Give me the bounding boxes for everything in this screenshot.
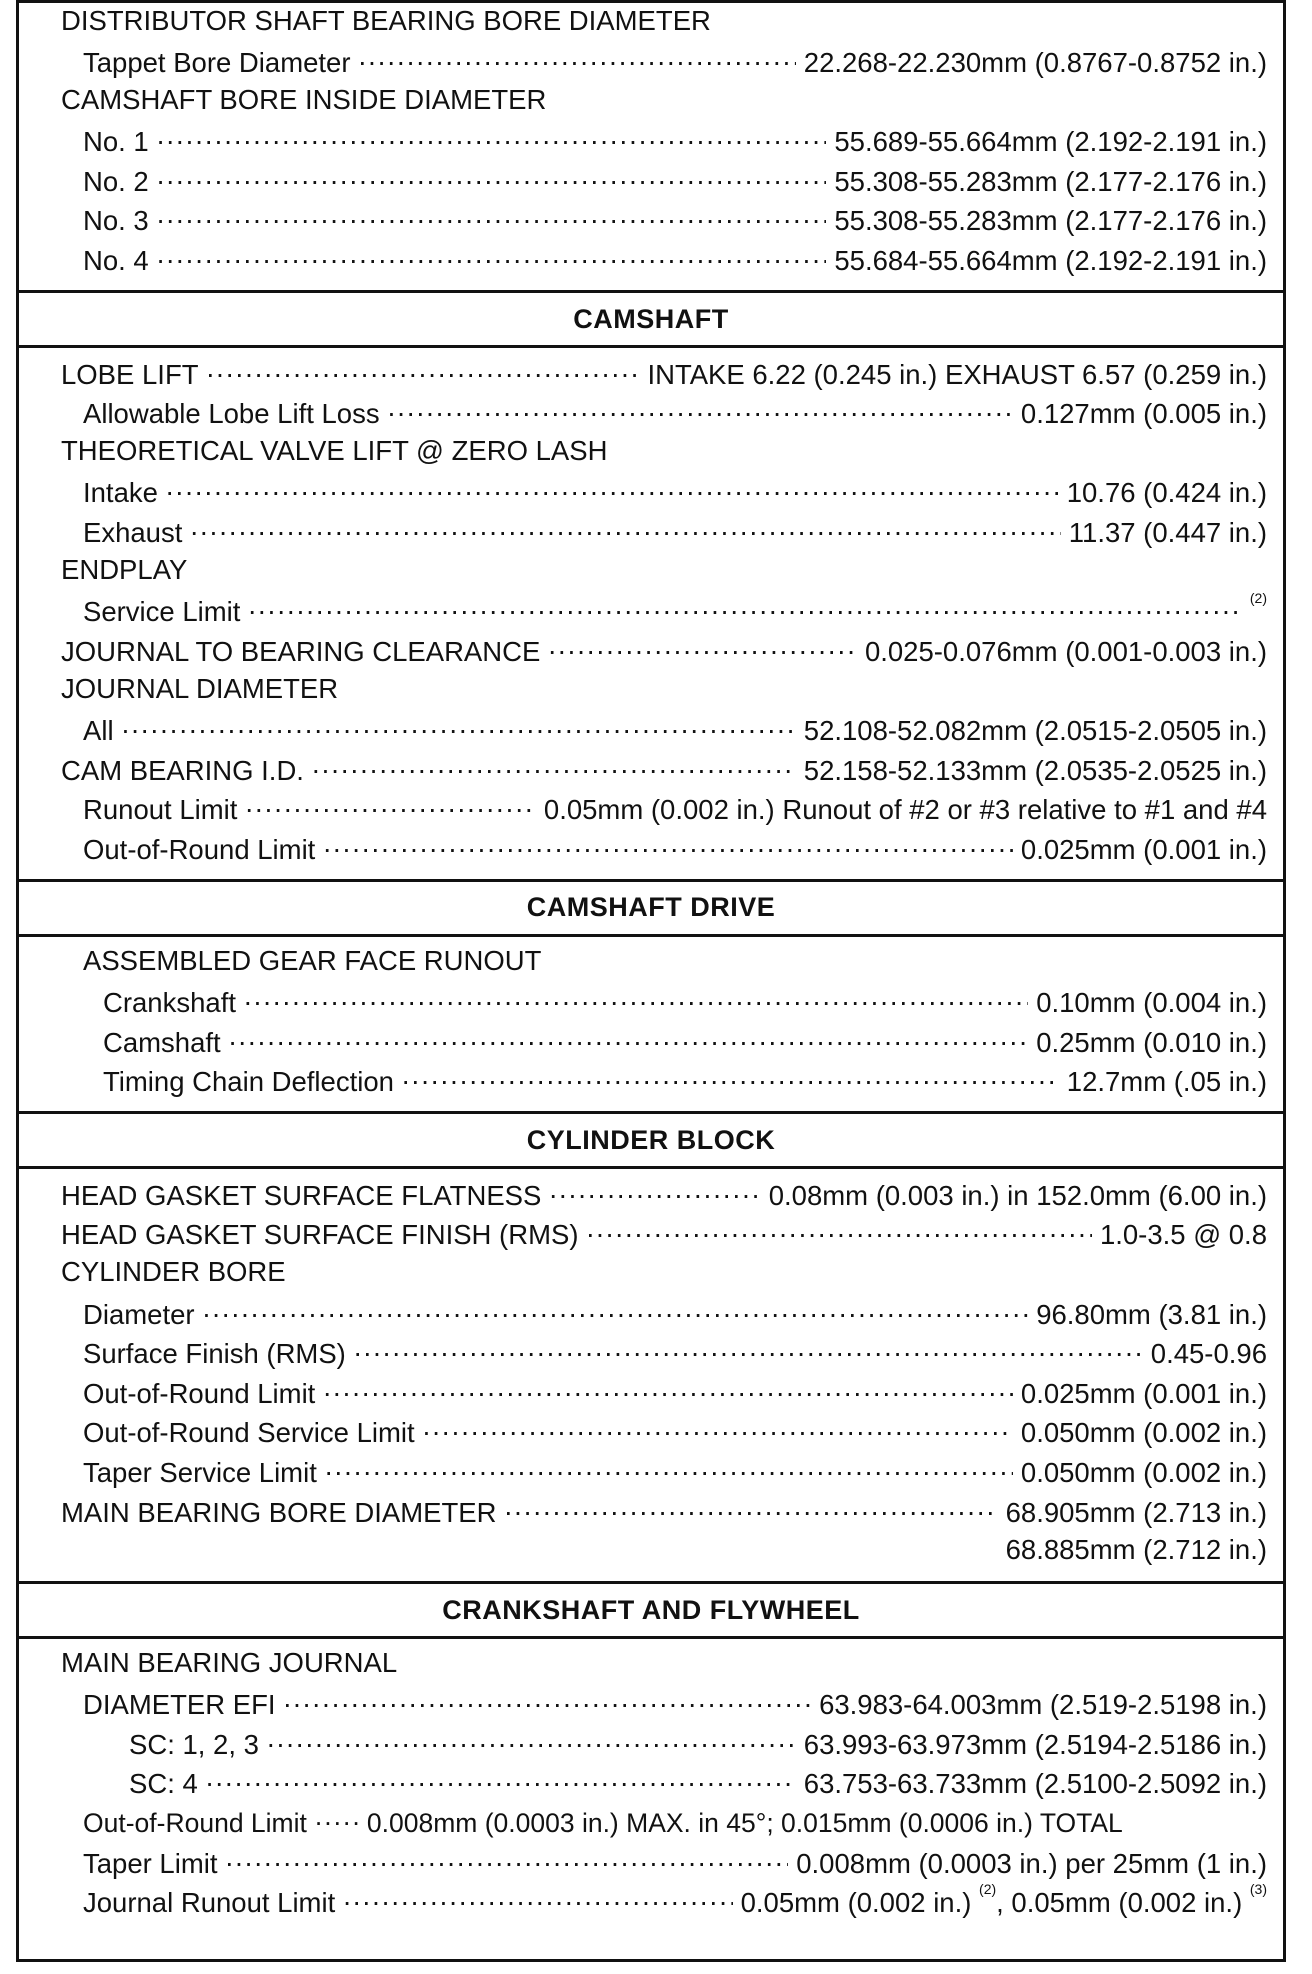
spec-row: All ..... 52.108-52.082mm (2.0515-2.0505 in.) — [19, 713, 1283, 753]
section-camshaft — [19, 348, 1283, 879]
dot-leader — [359, 45, 796, 73]
spec-page — [16, 0, 1286, 1962]
spec-row: Intake ..... 10.76 (0.424 in.) — [19, 475, 1283, 515]
spec-heading: CYLINDER BORE — [61, 1256, 286, 1288]
spec-row: HEAD GASKET SURFACE FINISH (RMS) ..... 1.0-3.5 @ 0.8 — [19, 1217, 1283, 1257]
dot-leader — [323, 831, 1013, 859]
spec-row: Diameter ..... 96.80mm (3.81 in.) — [19, 1296, 1283, 1336]
spec-row: SC: 4 ..... 63.753-63.733mm (2.5100-2.5092 in.) — [19, 1766, 1283, 1806]
spec-row: Exhaust ..... 11.37 (0.447 in.) — [19, 515, 1283, 555]
spec-row: Allowable Lobe Lift Loss ..... 0.127mm (0.005 in.) — [19, 396, 1283, 436]
spec-row: Camshaft ..... 0.25mm (0.010 in.) — [19, 1024, 1283, 1064]
spec-row: Crankshaft ..... 0.10mm (0.004 in.) — [19, 984, 1283, 1024]
section-header-cylinder-block: CYLINDER BLOCK — [19, 1111, 1283, 1169]
dot-leader — [226, 1845, 789, 1873]
spec-row: Taper Service Limit ..... 0.050mm (0.002 in.) — [19, 1454, 1283, 1494]
dot-leader — [423, 1415, 1013, 1443]
dot-leader — [229, 1024, 1029, 1052]
spec-row: Surface Finish (RMS) ..... 0.45-0.96 — [19, 1336, 1283, 1376]
dot-leader — [354, 1336, 1143, 1364]
spec-row: Runout Limit ..... 0.05mm (0.002 in.) Runout of #2 or #3 relative to #1 and #4 — [19, 792, 1283, 832]
spec-row: No. 3 ..... 55.308-55.283mm (2.177-2.176 in.) — [19, 203, 1283, 243]
spec-heading: ASSEMBLED GEAR FACE RUNOUT — [83, 944, 542, 976]
spec-row: Tappet Bore Diameter ..... 22.268-22.230mm (0.8767-0.8752 in.) — [19, 45, 1283, 85]
dot-leader — [248, 594, 1241, 622]
dot-leader — [157, 243, 827, 271]
section-crankshaft-flywheel — [19, 1639, 1283, 1932]
spec-row: Timing Chain Deflection ..... 12.7mm (.05 in.) — [19, 1064, 1283, 1104]
spec-row: DIAMETER EFI ..... 63.983-64.003mm (2.519-2.5198 in.) — [19, 1687, 1283, 1727]
dot-leader — [166, 475, 1059, 503]
spec-heading: ENDPLAY — [61, 554, 188, 586]
spec-row: Service Limit ..... $^{(2)}$ — [19, 594, 1283, 634]
section-bore-diameters — [19, 3, 1283, 290]
spec-row: Out-of-Round Limit ..... 0.008mm (0.0003 in.) MAX. in 45°; 0.015mm (0.0006 in.) TOTAL — [19, 1806, 1283, 1846]
spec-row: Taper Limit ..... 0.008mm (0.0003 in.) per 25mm (1 in.) — [19, 1845, 1283, 1885]
spec-heading: DISTRIBUTOR SHAFT BEARING BORE DIAMETER — [61, 5, 711, 36]
dot-leader — [190, 515, 1060, 543]
spec-row: Journal Runout Limit ..... 0.05mm (0.002 in.) $^{(2)}$, 0.05mm (0.002 in.) $^{(3)}$ — [19, 1885, 1283, 1925]
spec-row: Out-of-Round Limit ..... 0.025mm (0.001 in.) — [19, 1375, 1283, 1415]
dot-leader — [402, 1064, 1059, 1092]
section-camshaft-drive — [19, 937, 1283, 1111]
spec-row: No. 2 ..... 55.308-55.283mm (2.177-2.176 in.) — [19, 163, 1283, 203]
dot-leader — [122, 713, 796, 741]
dot-leader — [315, 1806, 359, 1833]
dot-leader — [312, 752, 796, 780]
dot-leader — [203, 1296, 1029, 1324]
spec-row: No. 4 ..... 55.684-55.664mm (2.192-2.191 in.) — [19, 243, 1283, 283]
dot-leader — [206, 1766, 796, 1794]
dot-leader — [284, 1687, 812, 1715]
spec-row: No. 1 ..... 55.689-55.664mm (2.192-2.191 in.) — [19, 124, 1283, 164]
spec-row: HEAD GASKET SURFACE FLATNESS ..... 0.08mm (0.003 in.) in 152.0mm (6.00 in.) — [19, 1177, 1283, 1217]
dot-leader — [549, 1177, 760, 1205]
dot-leader — [343, 1885, 732, 1913]
dot-leader — [245, 792, 536, 820]
spec-row: Out-of-Round Limit ..... 0.025mm (0.001 in.) — [19, 831, 1283, 871]
section-cylinder-block — [19, 1169, 1283, 1581]
dot-leader — [548, 633, 857, 661]
spec-heading: MAIN BEARING JOURNAL — [61, 1647, 398, 1679]
spec-row: JOURNAL TO BEARING CLEARANCE ..... 0.025-0.076mm (0.001-0.003 in.) — [19, 633, 1283, 673]
dot-leader — [323, 1375, 1013, 1403]
dot-leader — [244, 984, 1028, 1012]
dot-leader — [157, 163, 827, 191]
dot-leader — [157, 203, 827, 231]
spec-heading: THEORETICAL VALVE LIFT @ ZERO LASH — [61, 435, 608, 467]
spec-heading: CAMSHAFT BORE INSIDE DIAMETER — [61, 84, 547, 116]
spec-row-continued: 68.885mm (2.712 in.) — [1005, 1533, 1267, 1565]
dot-leader — [586, 1217, 1091, 1245]
spec-row: LOBE LIFT ..... INTAKE 6.22 (0.245 in.) EXHAUST 6.57 (0.259 in.) — [19, 356, 1283, 396]
spec-row: Out-of-Round Service Limit ..... 0.050mm (0.002 in.) — [19, 1415, 1283, 1455]
dot-leader — [207, 356, 640, 384]
section-header-camshaft: CAMSHAFT — [19, 290, 1283, 348]
dot-leader — [157, 124, 827, 152]
spec-row: MAIN BEARING BORE DIAMETER ..... 68.905mm (2.713 in.) — [19, 1494, 1283, 1534]
section-header-camshaft-drive: CAMSHAFT DRIVE — [19, 879, 1283, 937]
dot-leader — [325, 1454, 1013, 1482]
spec-row: CAM BEARING I.D. ..... 52.158-52.133mm (2.0535-2.0525 in.) — [19, 752, 1283, 792]
spec-row: SC: 1, 2, 3 ..... 63.993-63.973mm (2.5194-2.5186 in.) — [19, 1726, 1283, 1766]
dot-leader — [504, 1494, 997, 1522]
dot-leader — [388, 396, 1013, 424]
spec-heading: JOURNAL DIAMETER — [61, 672, 339, 704]
dot-leader — [267, 1726, 796, 1754]
section-header-crankshaft-flywheel: CRANKSHAFT AND FLYWHEEL — [19, 1581, 1283, 1639]
